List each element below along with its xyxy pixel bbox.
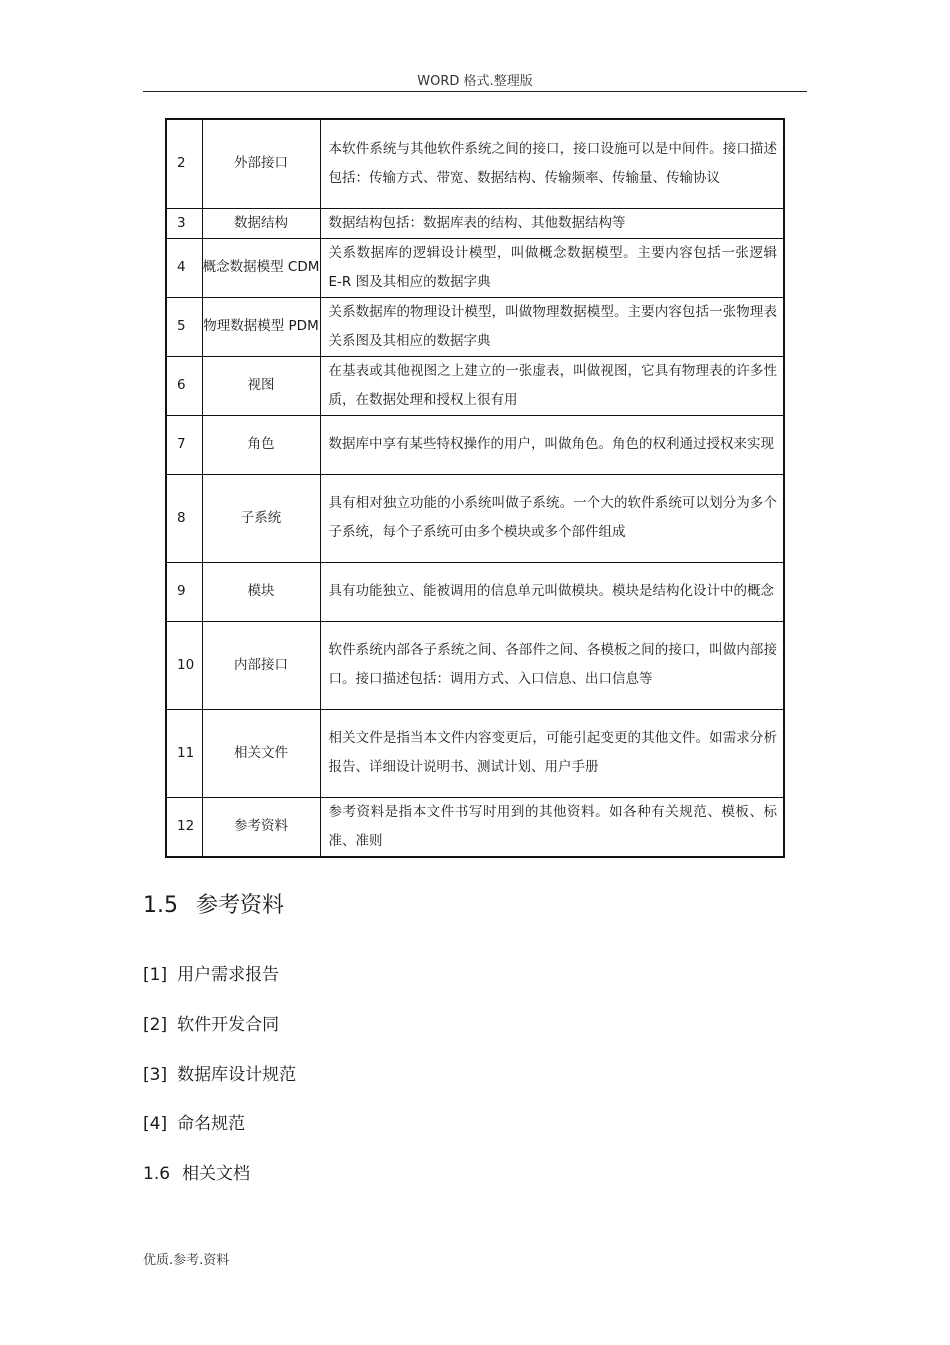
term-name: 角色 — [202, 415, 320, 474]
term-name: 外部接口 — [202, 119, 320, 208]
row-number: 6 — [166, 356, 202, 415]
row-number: 8 — [166, 474, 202, 562]
reference-item — [143, 1060, 296, 1085]
term-name: 概念数据模型 CDM — [202, 238, 320, 297]
reference-index: [2] — [143, 1015, 168, 1035]
row-number: 3 — [166, 208, 202, 238]
term-name: 物理数据模型 PDM — [202, 297, 320, 356]
row-number: 12 — [166, 797, 202, 857]
page-footer: 优质.参考.资料 — [143, 1253, 230, 1268]
row-number: 4 — [166, 238, 202, 297]
table-row — [166, 238, 784, 297]
term-description: 参考资料是指本文件书写时用到的其他资料。如各种有关规范、模板、标准、准则 — [320, 797, 784, 857]
term-description: 数据库中享有某些特权操作的用户，叫做角色。角色的权利通过授权来实现 — [320, 415, 784, 474]
table-row — [166, 797, 784, 857]
term-description: 具有相对独立功能的小系统叫做子系统。一个大的软件系统可以划分为多个子系统，每个子系统可由多个模块或多个部件组成 — [320, 474, 784, 562]
reference-index: [3] — [143, 1065, 168, 1085]
section-title: 参考资料 — [196, 893, 285, 918]
terms-table — [165, 118, 785, 858]
row-number: 11 — [166, 709, 202, 797]
term-description: 数据结构包括：数据库表的结构、其他数据结构等 — [320, 208, 784, 238]
reference-index: [4] — [143, 1114, 168, 1134]
term-name: 相关文件 — [202, 709, 320, 797]
term-name: 数据结构 — [202, 208, 320, 238]
table-row — [166, 474, 784, 562]
row-number: 5 — [166, 297, 202, 356]
reference-index: [1] — [143, 965, 168, 985]
row-number: 10 — [166, 621, 202, 709]
reference-text: 软件开发合同 — [177, 1015, 280, 1035]
section-number: 1.6 — [143, 1164, 171, 1184]
table-row — [166, 709, 784, 797]
row-number: 2 — [166, 119, 202, 208]
row-number: 9 — [166, 562, 202, 621]
reference-text: 用户需求报告 — [177, 965, 280, 985]
section-heading-1-6 — [143, 1159, 250, 1184]
section-number: 1.5 — [143, 893, 178, 918]
table-row — [166, 297, 784, 356]
term-description: 具有功能独立、能被调用的信息单元叫做模块。模块是结构化设计中的概念 — [320, 562, 784, 621]
reference-item — [143, 960, 279, 985]
term-description: 关系数据库的物理设计模型，叫做物理数据模型。主要内容包括一张物理表关系图及其相应的数据字典 — [320, 297, 784, 356]
reference-text: 命名规范 — [177, 1114, 246, 1134]
term-description: 关系数据库的逻辑设计模型，叫做概念数据模型。主要内容包括一张逻辑 E-R 图及其相应的数据字典 — [320, 238, 784, 297]
term-name: 参考资料 — [202, 797, 320, 857]
table-row — [166, 119, 784, 208]
table-row — [166, 562, 784, 621]
term-name: 内部接口 — [202, 621, 320, 709]
table-row — [166, 208, 784, 238]
term-name: 视图 — [202, 356, 320, 415]
term-description: 在基表或其他视图之上建立的一张虚表，叫做视图，它具有物理表的许多性质，在数据处理和授权上很有用 — [320, 356, 784, 415]
reference-item — [143, 1010, 279, 1035]
table-row — [166, 356, 784, 415]
reference-text: 数据库设计规范 — [177, 1065, 297, 1085]
row-number: 7 — [166, 415, 202, 474]
term-name: 模块 — [202, 562, 320, 621]
term-description: 软件系统内部各子系统之间、各部件之间、各模板之间的接口，叫做内部接口。接口描述包括：调用方式、入口信息、出口信息等 — [320, 621, 784, 709]
term-description: 相关文件是指当本文件内容变更后，可能引起变更的其他文件。如需求分析报告、详细设计说明书、测试计划、用户手册 — [320, 709, 784, 797]
term-name: 子系统 — [202, 474, 320, 562]
section-heading-1-5 — [143, 888, 284, 919]
table-row — [166, 415, 784, 474]
header-rule — [143, 91, 807, 92]
reference-item — [143, 1109, 245, 1134]
table-row — [166, 621, 784, 709]
page-header: WORD 格式.整理版 — [417, 74, 533, 89]
term-description: 本软件系统与其他软件系统之间的接口，接口设施可以是中间件。接口描述包括：传输方式、带宽、数据结构、传输频率、传输量、传输协议 — [320, 119, 784, 208]
section-title: 相关文档 — [182, 1164, 251, 1184]
